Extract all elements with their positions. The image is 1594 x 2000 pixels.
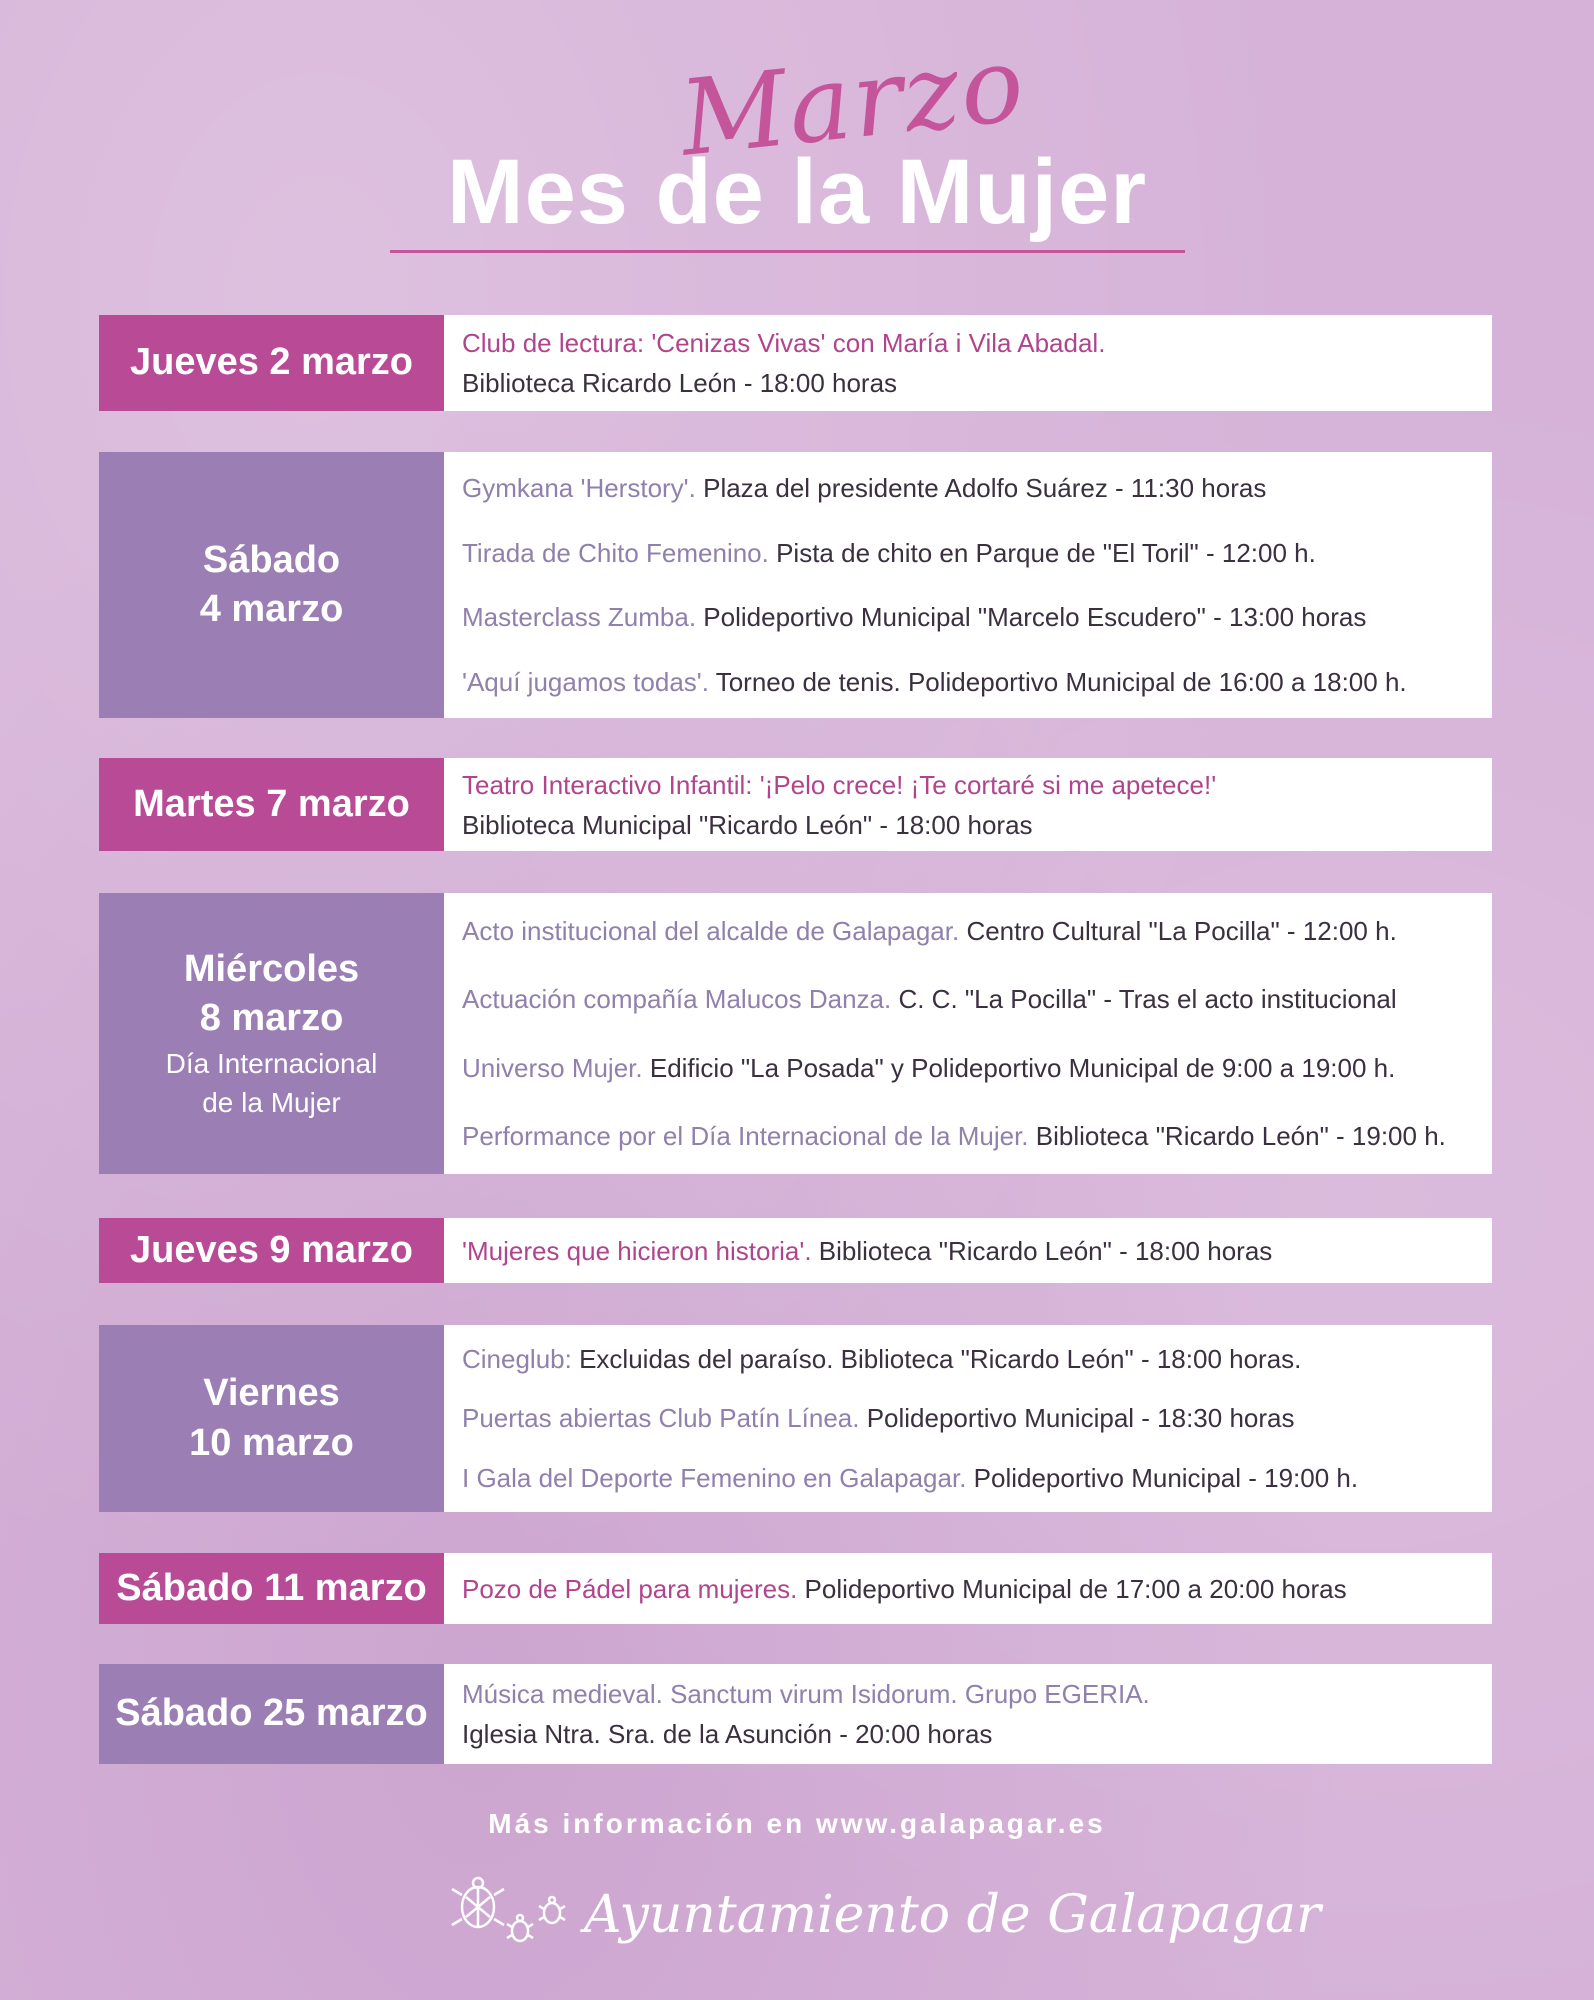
event-item (462, 979, 1492, 1019)
day-subtitle: de la Mujer (202, 1086, 341, 1118)
day-label-line: Jueves 2 marzo (129, 341, 414, 384)
day-label-line: Miércoles (183, 947, 360, 990)
event-title: Club de lectura: 'Cenizas Vivas' con María i Vila Abadal. (462, 328, 1106, 358)
day-row-jueves-9 (99, 1218, 1492, 1283)
event-detail: Polideportivo Municipal de 17:00 a 20:00 horas (797, 1573, 1347, 1604)
day-row-sabado-25 (99, 1664, 1492, 1764)
event-detail: Polideportivo Municipal - 19:00 h. (966, 1463, 1359, 1494)
event-detail: Polideportivo Municipal - 18:30 horas (859, 1403, 1295, 1434)
day-label (99, 893, 444, 1174)
event-item (462, 1116, 1492, 1156)
event-list (444, 452, 1492, 718)
event-title: I Gala del Deporte Femenino en Galapagar. (462, 1463, 967, 1494)
event-item (462, 1569, 1492, 1609)
day-label-line: 8 marzo (199, 997, 344, 1040)
event-title: Universo Mujer. (462, 1052, 643, 1083)
event-list (444, 1325, 1492, 1512)
event-title: Actuación compañía Malucos Danza. (462, 984, 892, 1015)
event-detail: C. C. "La Pocilla" - Tras el acto institucional (891, 984, 1397, 1015)
event-list (444, 1553, 1492, 1624)
event-list (444, 315, 1492, 411)
day-label-line: Sábado 11 marzo (116, 1566, 427, 1609)
event-list (444, 1664, 1492, 1764)
day-label-line: 10 marzo (189, 1421, 354, 1464)
day-label-line: Viernes (203, 1372, 340, 1415)
event-title: Cineglub: (462, 1343, 572, 1374)
turtles-icon (440, 1873, 570, 1958)
event-item (462, 1048, 1492, 1088)
title-underline (390, 250, 1185, 253)
day-label-line: 4 marzo (199, 588, 344, 630)
event-item (462, 1458, 1492, 1498)
event-detail: Excluidas del paraíso. Biblioteca "Ricardo León" - 18:00 horas. (571, 1343, 1302, 1374)
event-item (462, 805, 1492, 845)
header (0, 0, 1594, 270)
day-label (99, 452, 444, 718)
event-detail: Pista de chito en Parque de "El Toril" - 12:00 h. (768, 537, 1316, 568)
event-item (462, 911, 1492, 951)
event-title: Tirada de Chito Femenino. (462, 537, 769, 568)
event-title: Puertas abiertas Club Patín Línea. (462, 1403, 860, 1434)
day-label (99, 1553, 444, 1624)
event-item (462, 533, 1492, 573)
day-label-line: Martes 7 marzo (133, 782, 410, 825)
event-detail: Biblioteca Ricardo León - 18:00 horas (462, 368, 898, 398)
day-row-jueves-2 (99, 315, 1492, 411)
day-label-line: Sábado (202, 538, 341, 581)
event-item (462, 1674, 1492, 1714)
event-item (462, 1398, 1492, 1438)
event-item (462, 1714, 1492, 1754)
event-item (462, 1231, 1492, 1271)
event-title: Acto institucional del alcalde de Galapagar. (462, 916, 960, 947)
event-item (462, 323, 1492, 363)
day-label (99, 315, 444, 411)
page-title: Mes de la Mujer (446, 141, 1148, 243)
day-label-line: Sábado 25 marzo (115, 1692, 428, 1735)
logo-text: Ayuntamiento de Galapagar (584, 1885, 1321, 1945)
day-label (99, 1664, 444, 1764)
script-title: Marzo (674, 22, 1032, 180)
event-item (462, 363, 1492, 403)
event-title: 'Aquí jugamos todas'. (462, 666, 709, 697)
day-subtitle: Día Internacional (165, 1047, 378, 1079)
day-row-sabado-11 (99, 1553, 1492, 1624)
event-item (462, 1339, 1492, 1379)
event-detail: Biblioteca "Ricardo León" - 19:00 h. (1028, 1120, 1446, 1151)
day-label (99, 1218, 444, 1283)
ayuntamiento-logo (440, 1870, 1321, 1960)
event-detail: Edificio "La Posada" y Polideportivo Municipal de 9:00 a 19:00 h. (642, 1052, 1396, 1083)
event-detail: Plaza del presidente Adolfo Suárez - 11:30 horas (695, 473, 1267, 504)
event-title: Performance por el Día Internacional de la Mujer. (462, 1120, 1029, 1151)
day-label-line: Jueves 9 marzo (129, 1228, 414, 1271)
event-item (462, 597, 1492, 637)
event-list (444, 893, 1492, 1174)
day-label (99, 758, 444, 851)
event-detail: Polideportivo Municipal "Marcelo Escudero" - 13:00 horas (696, 602, 1367, 633)
event-item (462, 765, 1492, 805)
day-label (99, 1325, 444, 1512)
event-detail: Biblioteca Municipal "Ricardo León" - 18:00 horas (462, 809, 1033, 840)
day-row-martes-7 (99, 758, 1492, 851)
day-row-miercoles-8 (99, 893, 1492, 1174)
day-row-viernes-10 (99, 1325, 1492, 1512)
event-title: Pozo de Pádel para mujeres. (462, 1573, 798, 1604)
event-detail: Iglesia Ntra. Sra. de la Asunción - 20:00 horas (462, 1719, 993, 1749)
event-item (462, 468, 1492, 508)
event-item (462, 662, 1492, 702)
event-list (444, 1218, 1492, 1283)
event-detail: Biblioteca "Ricardo León" - 18:00 horas (811, 1235, 1273, 1266)
day-row-sabado-4 (99, 452, 1492, 718)
event-title: 'Mujeres que hicieron historia'. (462, 1235, 812, 1266)
event-title: Música medieval. Sanctum virum Isidorum. Grupo EGERIA. (462, 1679, 1150, 1709)
event-detail: Centro Cultural "La Pocilla" - 12:00 h. (959, 916, 1397, 947)
more-info-text: Más información en www.galapagar.es (488, 1808, 1106, 1839)
event-list (444, 758, 1492, 851)
event-title: Teatro Interactivo Infantil: '¡Pelo crece! ¡Te cortaré si me apetece!' (462, 769, 1217, 800)
event-title: Masterclass Zumba. (462, 602, 697, 633)
event-title: Gymkana 'Herstory'. (462, 473, 696, 504)
event-detail: Torneo de tenis. Polideportivo Municipal de 16:00 a 18:00 h. (708, 666, 1407, 697)
